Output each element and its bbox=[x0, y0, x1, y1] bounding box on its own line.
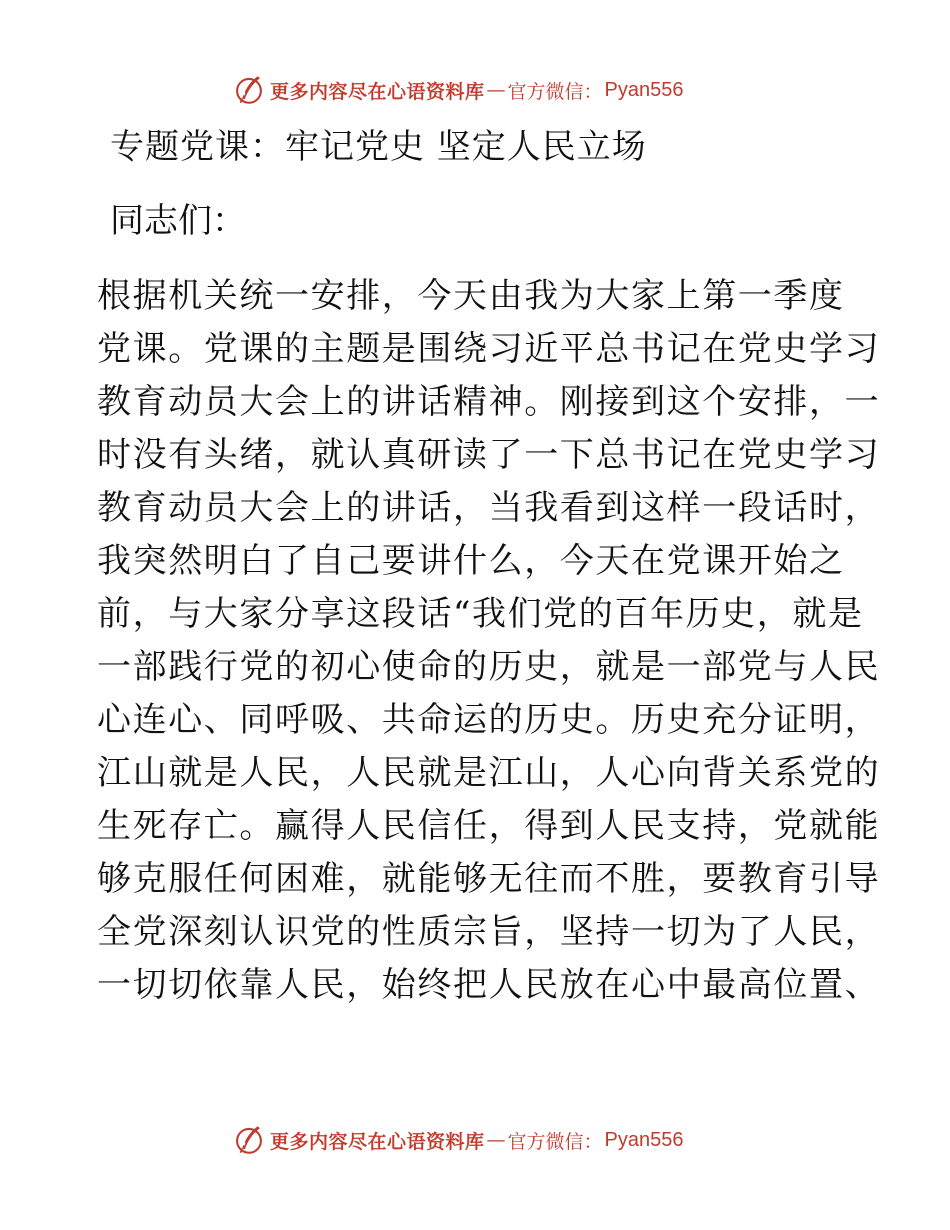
body-paragraph bbox=[97, 270, 881, 1012]
watermark-wechat-id: Pyan556 bbox=[604, 78, 684, 101]
body-line: 够克服任何困难，就能够无往而不胜，要教育引导 bbox=[97, 859, 881, 899]
body-line: 教育动员大会上的讲话，当我看到这样一段话时， bbox=[97, 488, 881, 528]
footer-watermark bbox=[232, 1122, 684, 1158]
body-line: 根据机关统一安排，今天由我为大家上第一季度 bbox=[97, 276, 845, 316]
watermark-separator: — bbox=[486, 79, 506, 101]
salutation: 同志们： bbox=[110, 201, 246, 241]
watermark-wechat-label: 官方微信： bbox=[507, 80, 603, 103]
body-line: 江山就是人民，人民就是江山，人心向背关系党的 bbox=[97, 753, 881, 793]
body-line: 党课。党课的主题是围绕习近平总书记在党史学习 bbox=[97, 329, 881, 369]
body-line: 前，与大家分享这段话“我们党的百年历史，就是 bbox=[97, 594, 864, 634]
watermark-wechat-id: Pyan556 bbox=[604, 1128, 684, 1151]
body-line: 生死存亡。赢得人民信任，得到人民支持，党就能 bbox=[97, 806, 881, 846]
body-line: 时没有头绪，就认真研读了一下总书记在党史学习 bbox=[97, 435, 881, 475]
watermark-main-text: 更多内容尽在心语资料库 bbox=[270, 80, 485, 103]
body-line: 教育动员大会上的讲话精神。刚接到这个安排，一 bbox=[97, 382, 881, 422]
body-line: 一部践行党的初心使命的历史，就是一部党与人民 bbox=[97, 647, 881, 687]
body-line: 心连心、同呼吸、共命运的历史。历史充分证明， bbox=[97, 700, 881, 740]
header-watermark bbox=[232, 72, 684, 108]
body-line: 全党深刻认识党的性质宗旨，坚持一切为了人民， bbox=[97, 912, 881, 952]
watermark-main-text: 更多内容尽在心语资料库 bbox=[270, 1130, 485, 1153]
document-title: 专题党课：牢记党史 坚定人民立场 bbox=[110, 127, 647, 167]
watermark-separator: — bbox=[486, 1129, 506, 1151]
body-line: 我突然明白了自己要讲什么，今天在党课开始之 bbox=[97, 541, 845, 581]
watermark-wechat-label: 官方微信： bbox=[507, 1130, 603, 1153]
quill-pen-logo-icon bbox=[232, 1123, 266, 1157]
body-line: 一切切依靠人民，始终把人民放在心中最高位置、 bbox=[97, 965, 881, 1005]
quill-pen-logo-icon bbox=[232, 73, 266, 107]
